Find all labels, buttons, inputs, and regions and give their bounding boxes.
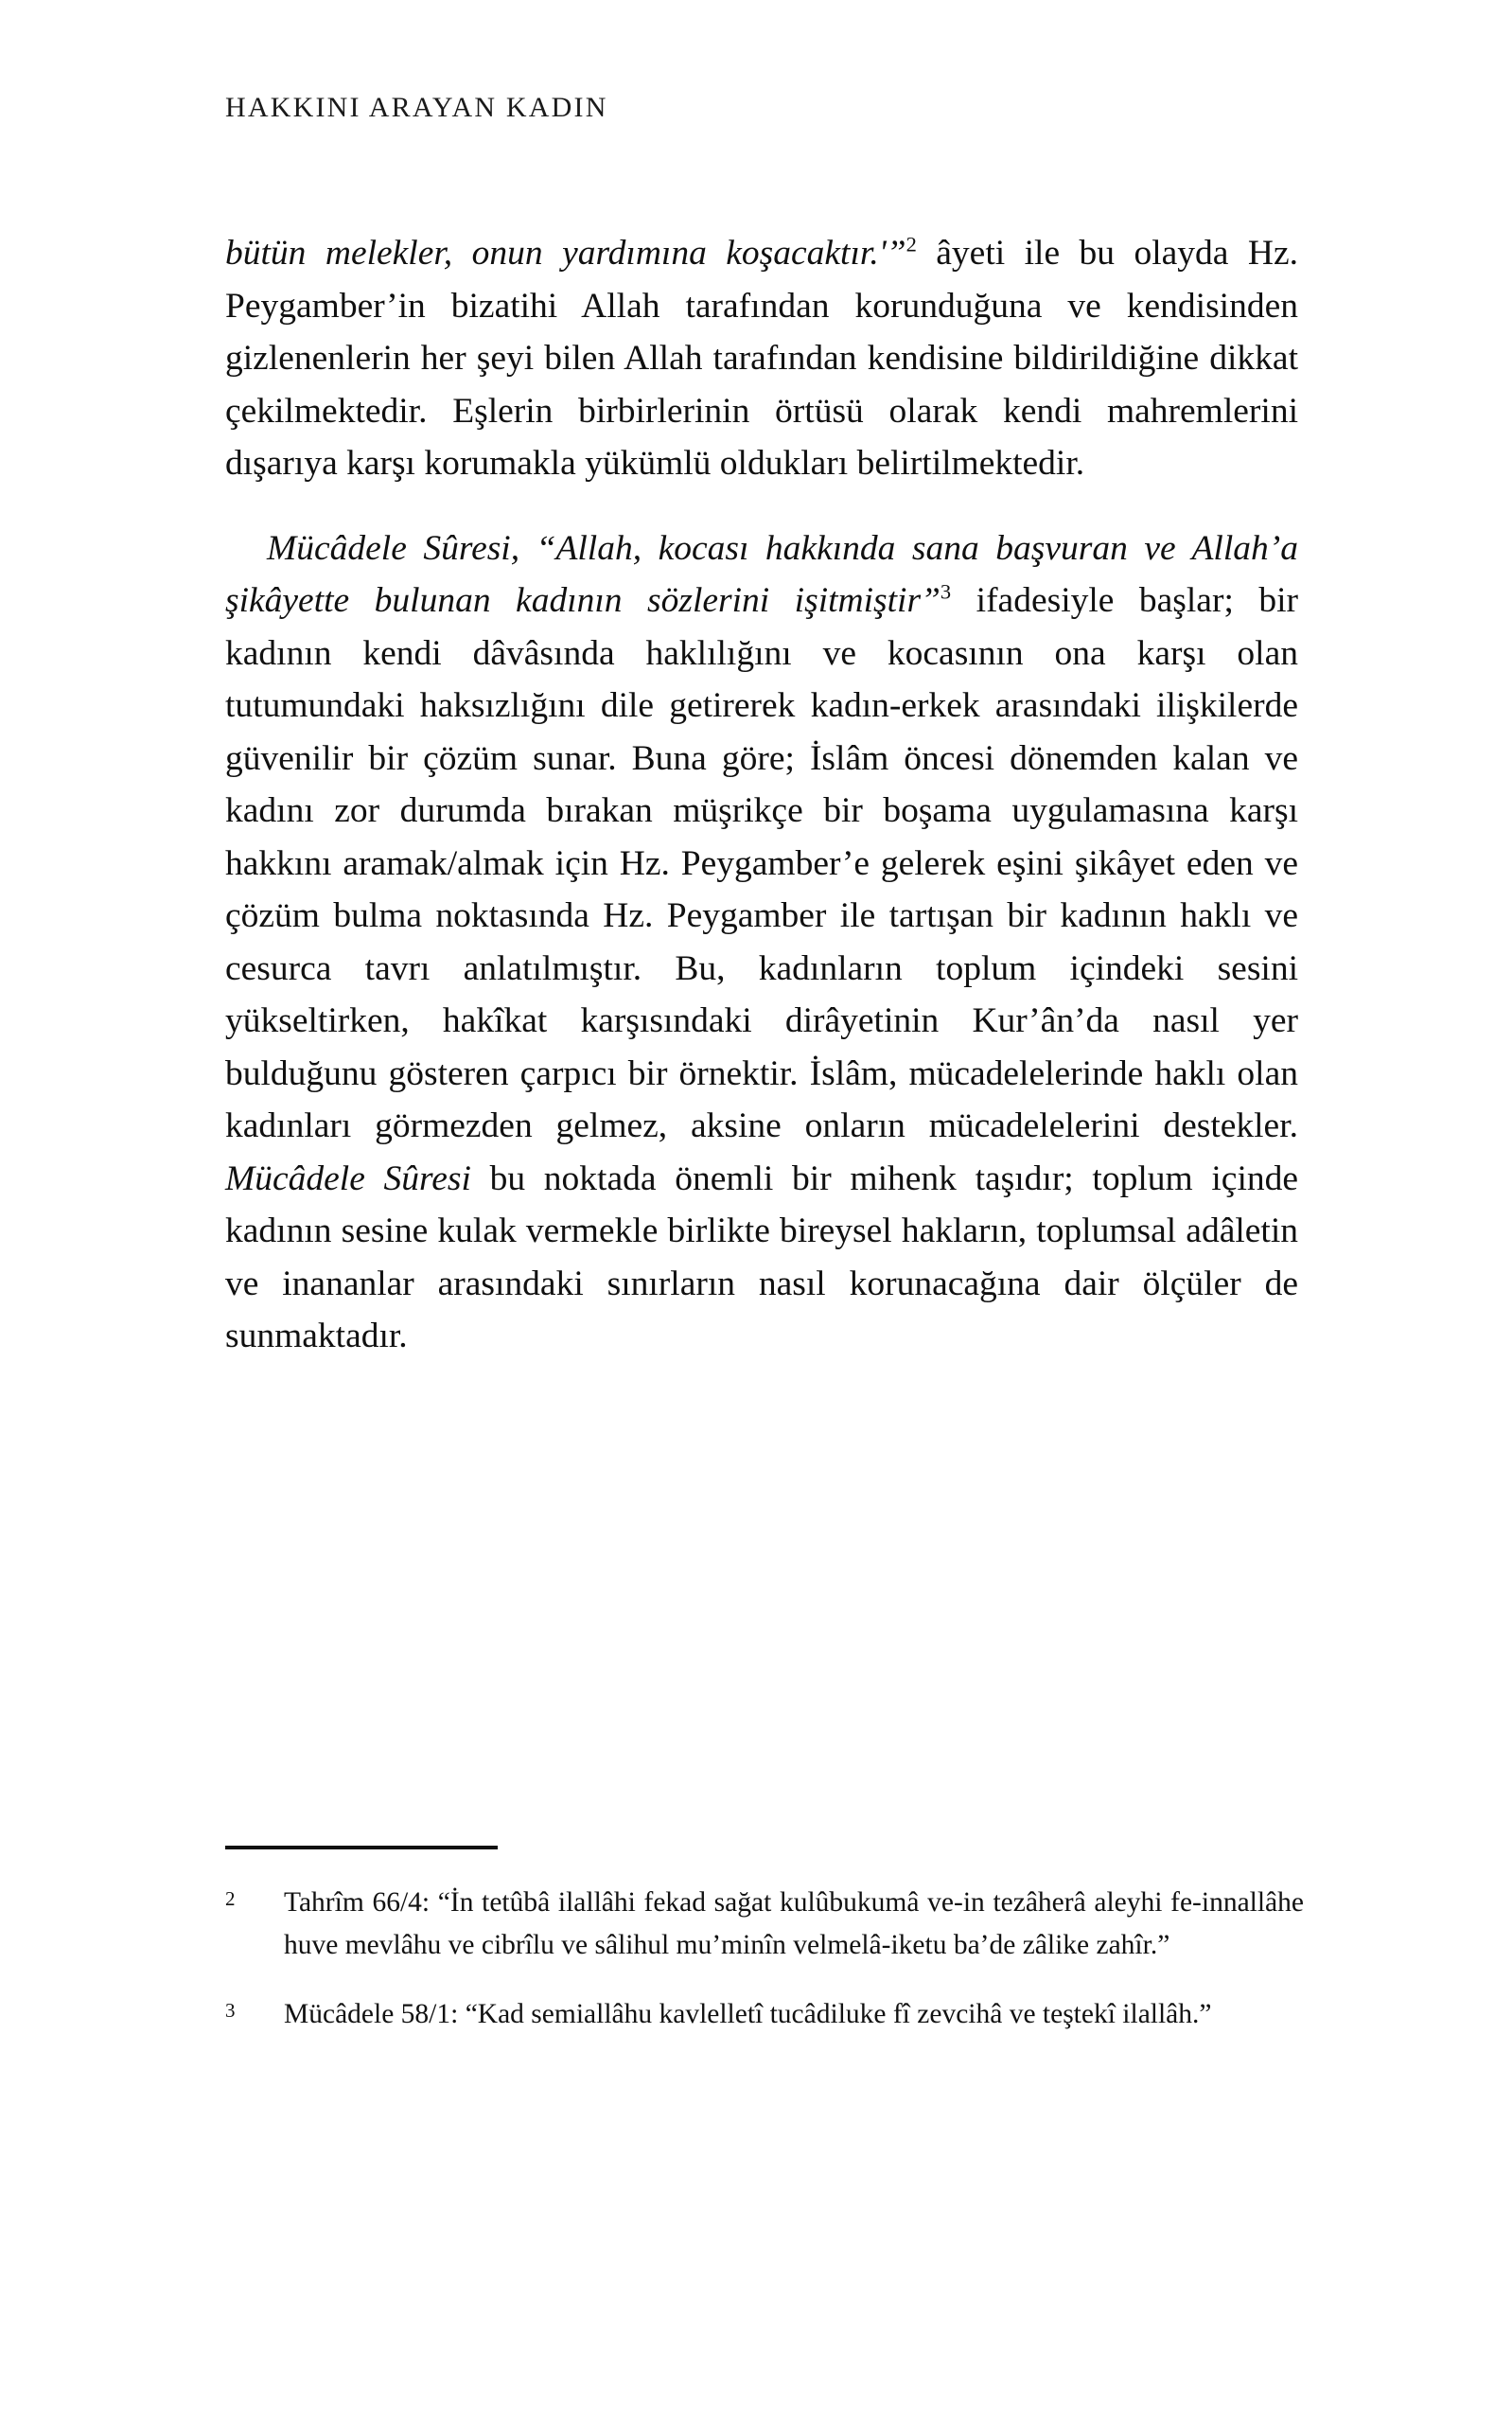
- footnote-text: Tahrîm 66/4: “İn tetûbâ ilallâhi fekad sağat kulûbukumâ ve-in tezâherâ aleyhi fe-innallâhe huve mevlâhu ve cibrîlu ve sâlihul mu’minîn velmelâ-iketu ba’de zâlike zahîr.”: [284, 1887, 1304, 1960]
- footnote-separator-rule: [225, 1846, 498, 1849]
- paragraph-two-text-b: bu noktada önemli bir mihenk taşıdır; toplum içinde kadının sesine kulak vermekle birlikte bireysel hakların, toplumsal adâletin ve inananlar arasındaki sınırların nasıl korunacağına dair ölçüler de sunmaktadır.: [225, 1158, 1299, 1355]
- footnote-item: [225, 1993, 1304, 2036]
- footnote-ref-2[interactable]: 2: [905, 232, 917, 256]
- footnote-area: [225, 1846, 1304, 2062]
- paragraph-two: [225, 522, 1298, 1363]
- mucadele-suresi-quote-italic: Mücâdele Sûresi, “Allah, kocası hakkında sana başvuran ve Allah’a şikâyette bulunan kadının sözlerini işitmiştir”: [225, 528, 1298, 620]
- mucadele-suresi-italic-mention: Mücâdele Sûresi: [225, 1158, 471, 1198]
- footnote-ref-3[interactable]: 3: [940, 579, 952, 604]
- paragraph-one: [225, 227, 1298, 490]
- paragraph-two-text-a: ifadesiyle başlar; bir kadının kendi dâvâsında haklılığını ve kocasının ona karşı olan tutumundaki haksızlığını dile getirerek kadın-erkek arasındaki ilişkilerde güvenilir bir çözüm sunar. Buna göre; İslâm öncesi dönemden kalan ve kadını zor durumda bırakan müşrikçe bir boşama uygulamasına karşı hakkını aramak/almak için Hz. Peygamber’e gelerek eşini şikâyet eden ve çözüm bulma noktasında Hz. Peygamber ile tartışan bir kadının haklı ve cesurca tavrı anlatılmıştır. Bu, kadınların toplum içindeki sesini yükseltirken, hakîkat karşısındaki dirâyetinin Kur’ân’da nasıl yer bulduğunu gösteren çarpıcı bir örnektir. İslâm, mücadelelerinde haklı olan kadınları görmezden gelmez, aksine onların mücadelelerini destekler.: [225, 581, 1298, 1145]
- footnote-marker: 2: [225, 1887, 236, 1910]
- quran-quote-italic: bütün melekler, onun yardımına koşacaktır.'”: [225, 234, 906, 273]
- footnote-marker: 3: [225, 1999, 236, 2022]
- running-head: HAKKINI ARAYAN KADIN: [225, 92, 608, 123]
- footnote-text: Mücâdele 58/1: “Kad semiallâhu kavlelletî tucâdiluke fî zevcihâ ve teştekî ilallâh.”: [284, 1999, 1212, 2029]
- footnote-item: [225, 1882, 1304, 1967]
- paragraph-one-text: âyeti ile bu olayda Hz. Peygamber’in bizatihi Allah tarafından korunduğuna ve kendisinden gizlenenlerin her şeyi bilen Allah tarafından kendisine bildirildiğine dikkat çekilmektedir. Eşlerin birbirlerinin örtüsü olarak kendi mahremlerini dışarıya karşı korumakla yükümlü oldukları belirtilmektedir.: [225, 234, 1298, 483]
- body-text-block: [225, 227, 1298, 1363]
